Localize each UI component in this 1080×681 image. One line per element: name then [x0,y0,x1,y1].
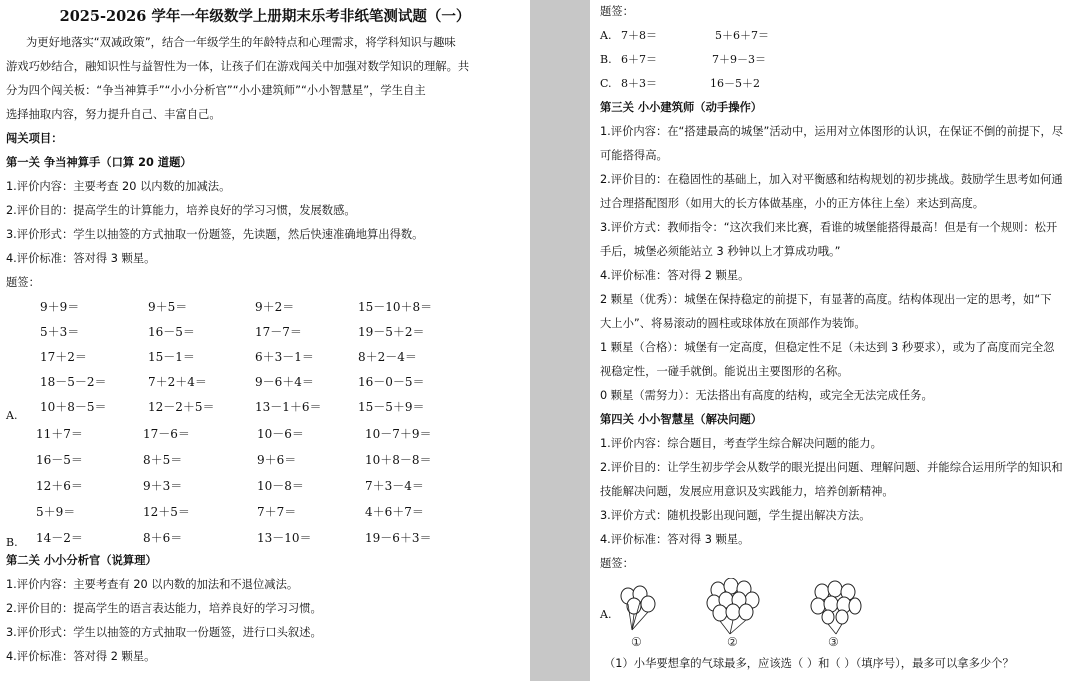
calc-item: 9＋9＝ [40,300,80,314]
section-4-tiqian: 题签： [600,557,634,570]
option-label: A. [600,29,612,42]
option-a-label: A. [600,608,612,621]
section-3-line: 视稳定性，一碰手就倒。能说出主要图形的名称。 [600,365,849,378]
calc-item: 17－6＝ [143,427,190,441]
calc-item: 9＋5＝ [148,300,188,314]
section-1-line: 4.评价标准：答对得 3 颗星。 [6,252,156,265]
balloon-label-1: ① [631,635,642,649]
calc-item: 19－6＋3＝ [365,531,432,545]
calc-item: 17＋2＝ [40,350,87,364]
intro-line: 为更好地落实“双减政策”，结合一年级学生的年龄特点和心理需求，将学科知识与趣味 [26,36,456,49]
section-3-line: 手后，城堡必须能站立 3 秒钟以上才算成功哦。” [600,245,841,258]
calc-item: 14－2＝ [36,531,83,545]
option-label: B. [600,53,612,66]
calc-item: 19－5＋2＝ [358,325,425,339]
calc-item: 18－5－2＝ [40,375,107,389]
section-1-line: 2.评价目的：提高学生的计算能力，培养良好的学习习惯，发展数感。 [6,204,356,217]
left-page [0,0,530,681]
balloon-bunch-2-icon [706,578,760,636]
calc-item: 10－6＝ [257,427,304,441]
intro-line: 游戏巧妙结合，融知识性与益智性为一体，让孩子们在游戏闯关中加强对数学知识的理解。共 [6,60,470,73]
section-3-line: 0 颗星（需努力）：无法搭出有高度的结构，或完全无法完成任务。 [600,389,933,402]
oral-item: 5＋6＋7＝ [715,29,769,42]
section-1-line: 3.评价形式：学生以抽签的方式抽取一份题签，先读题，然后快速准确地算出得数。 [6,228,424,241]
calc-item: 8＋6＝ [143,531,183,545]
calc-item: 7＋7＝ [257,505,297,519]
document-title: 2025-2026 学年一年级数学上册期末乐考非纸笔测试题（一） [59,8,471,25]
calc-item: 9－6＋4＝ [255,375,314,389]
calc-item: 9＋3＝ [143,479,183,493]
calc-item: 8＋5＝ [143,453,183,467]
right-page [590,0,1080,681]
section-4-line: 4.评价标准：答对得 3 颗星。 [600,533,750,546]
section-1-heading: 第一关 争当神算手（口算 20 道题） [6,156,192,169]
section-2-line: 2.评价目的：提高学生的语言表达能力，培养良好的学习习惯。 [6,602,322,615]
calc-item: 15－1＝ [148,350,195,364]
calc-item: 16－0－5＝ [358,375,425,389]
section-4-line: 2.评价目的：让学生初步学会从数学的眼光提出问题、理解问题、并能综合运用所学的知识和 [600,461,1063,474]
calc-item: 13－1＋6＝ [255,400,322,414]
calc-item: 4＋6＋7＝ [365,505,424,519]
option-b-label: B. [6,536,18,549]
oral-item: 16－5＋2 [710,77,760,90]
oral-item: 6＋7＝ [621,53,657,66]
section-2-line: 4.评价标准：答对得 2 颗星。 [6,650,156,663]
calc-item: 13－10＝ [257,531,312,545]
calc-item: 15－10＋8＝ [358,300,433,314]
oral-item: 8＋3＝ [621,77,657,90]
calc-item: 16－5＝ [148,325,195,339]
calc-item: 16－5＝ [36,453,83,467]
balloon-bunch-3-icon [810,580,862,636]
section-1-tiqian: 题签： [6,276,40,289]
calc-item: 8＋2－4＝ [358,350,417,364]
section-3-line: 4.评价标准：答对得 2 颗星。 [600,269,750,282]
calc-item: 9＋2＝ [255,300,295,314]
section-3-line: 1 颗星（合格）：城堡有一定高度，但稳定性不足（未达到 3 秒要求），或为了高度而完全忽 [600,341,1055,354]
intro-line: 选择抽取内容，努力提升自己、丰富自己。 [6,108,221,121]
calc-item: 9＋6＝ [257,453,297,467]
section-4-line: 1.评价内容：综合题目，考查学生综合解决问题的能力。 [600,437,882,450]
option-a-label: A. [6,409,18,422]
section-4-line: 技能解决问题，发展应用意识及实践能力，培养创新精神。 [600,485,894,498]
items-heading: 闯关项目： [6,132,63,145]
calc-item: 5＋9＝ [36,505,76,519]
section-4-heading: 第四关 小小智慧星（解决问题） [600,413,763,426]
calc-item: 12＋5＝ [143,505,190,519]
calc-item: 17－7＝ [255,325,302,339]
section-2-tiqian: 题签： [600,5,634,18]
calc-item: 10－7＋9＝ [365,427,432,441]
section-3-line: 2 颗星（优秀）：城堡在保持稳定的前提下，有显著的高度。结构体现出一定的思考，如“下 [600,293,1052,306]
section-4-line: 3.评价方式：随机投影出现问题，学生提出解决方法。 [600,509,871,522]
balloon-bunch-1-icon [618,584,658,634]
calc-item: 5＋3＝ [40,325,80,339]
section-2-line: 3.评价形式：学生以抽签的方式抽取一份题签，进行口头叙述。 [6,626,322,639]
option-label: C. [600,77,612,90]
calc-item: 12－2＋5＝ [148,400,215,414]
intro-line: 分为四个闯关板：“争当神算手”“小小分析官”“小小建筑师”“小小智慧星”，学生自主 [6,84,426,97]
balloon-label-2: ② [727,635,738,649]
section-2-heading: 第二关 小小分析官（说算理） [6,554,157,567]
calc-item: 11＋7＝ [36,427,83,441]
calc-item: 6＋3－1＝ [255,350,314,364]
calc-item: 10＋8－5＝ [40,400,107,414]
question-1: （1）小华要想拿的气球最多，应该选（ ）和（ ）（填序号），最多可以拿多少个？ [604,657,1014,670]
section-3-heading: 第三关 小小建筑师（动手操作） [600,101,763,114]
calc-item: 15－5＋9＝ [358,400,425,414]
balloon-label-3: ③ [828,635,839,649]
calc-item: 10＋8－8＝ [365,453,432,467]
oral-item: 7＋8＝ [621,29,657,42]
section-3-line: 2.评价目的：在稳固性的基础上，加入对平衡感和结构规划的初步挑战。鼓励学生思考如何通 [600,173,1063,186]
section-3-line: 1.评价内容：在“搭建最高的城堡”活动中，运用对立体图形的认识，在保证不倒的前提下，尽 [600,125,1064,138]
section-1-line: 1.评价内容：主要考查 20 以内数的加减法。 [6,180,231,193]
section-3-line: 3.评价方式：教师指令：“这次我们来比赛，看谁的城堡能搭得最高！但是有一个规则：松开 [600,221,1058,234]
section-3-line: 大上小”、将易滚动的圆柱或球体放在顶部作为装饰。 [600,317,866,330]
oral-item: 7＋9－3＝ [712,53,766,66]
calc-item: 7＋2＋4＝ [148,375,207,389]
section-3-line: 过合理搭配图形（如用大的长方体做基座，小的正方体往上垒）来达到高度。 [600,197,985,210]
calc-item: 10－8＝ [257,479,304,493]
section-3-line: 可能搭得高。 [600,149,668,162]
calc-item: 7＋3－4＝ [365,479,424,493]
calc-item: 12＋6＝ [36,479,83,493]
section-2-line: 1.评价内容：主要考查有 20 以内数的加法和不退位减法。 [6,578,299,591]
